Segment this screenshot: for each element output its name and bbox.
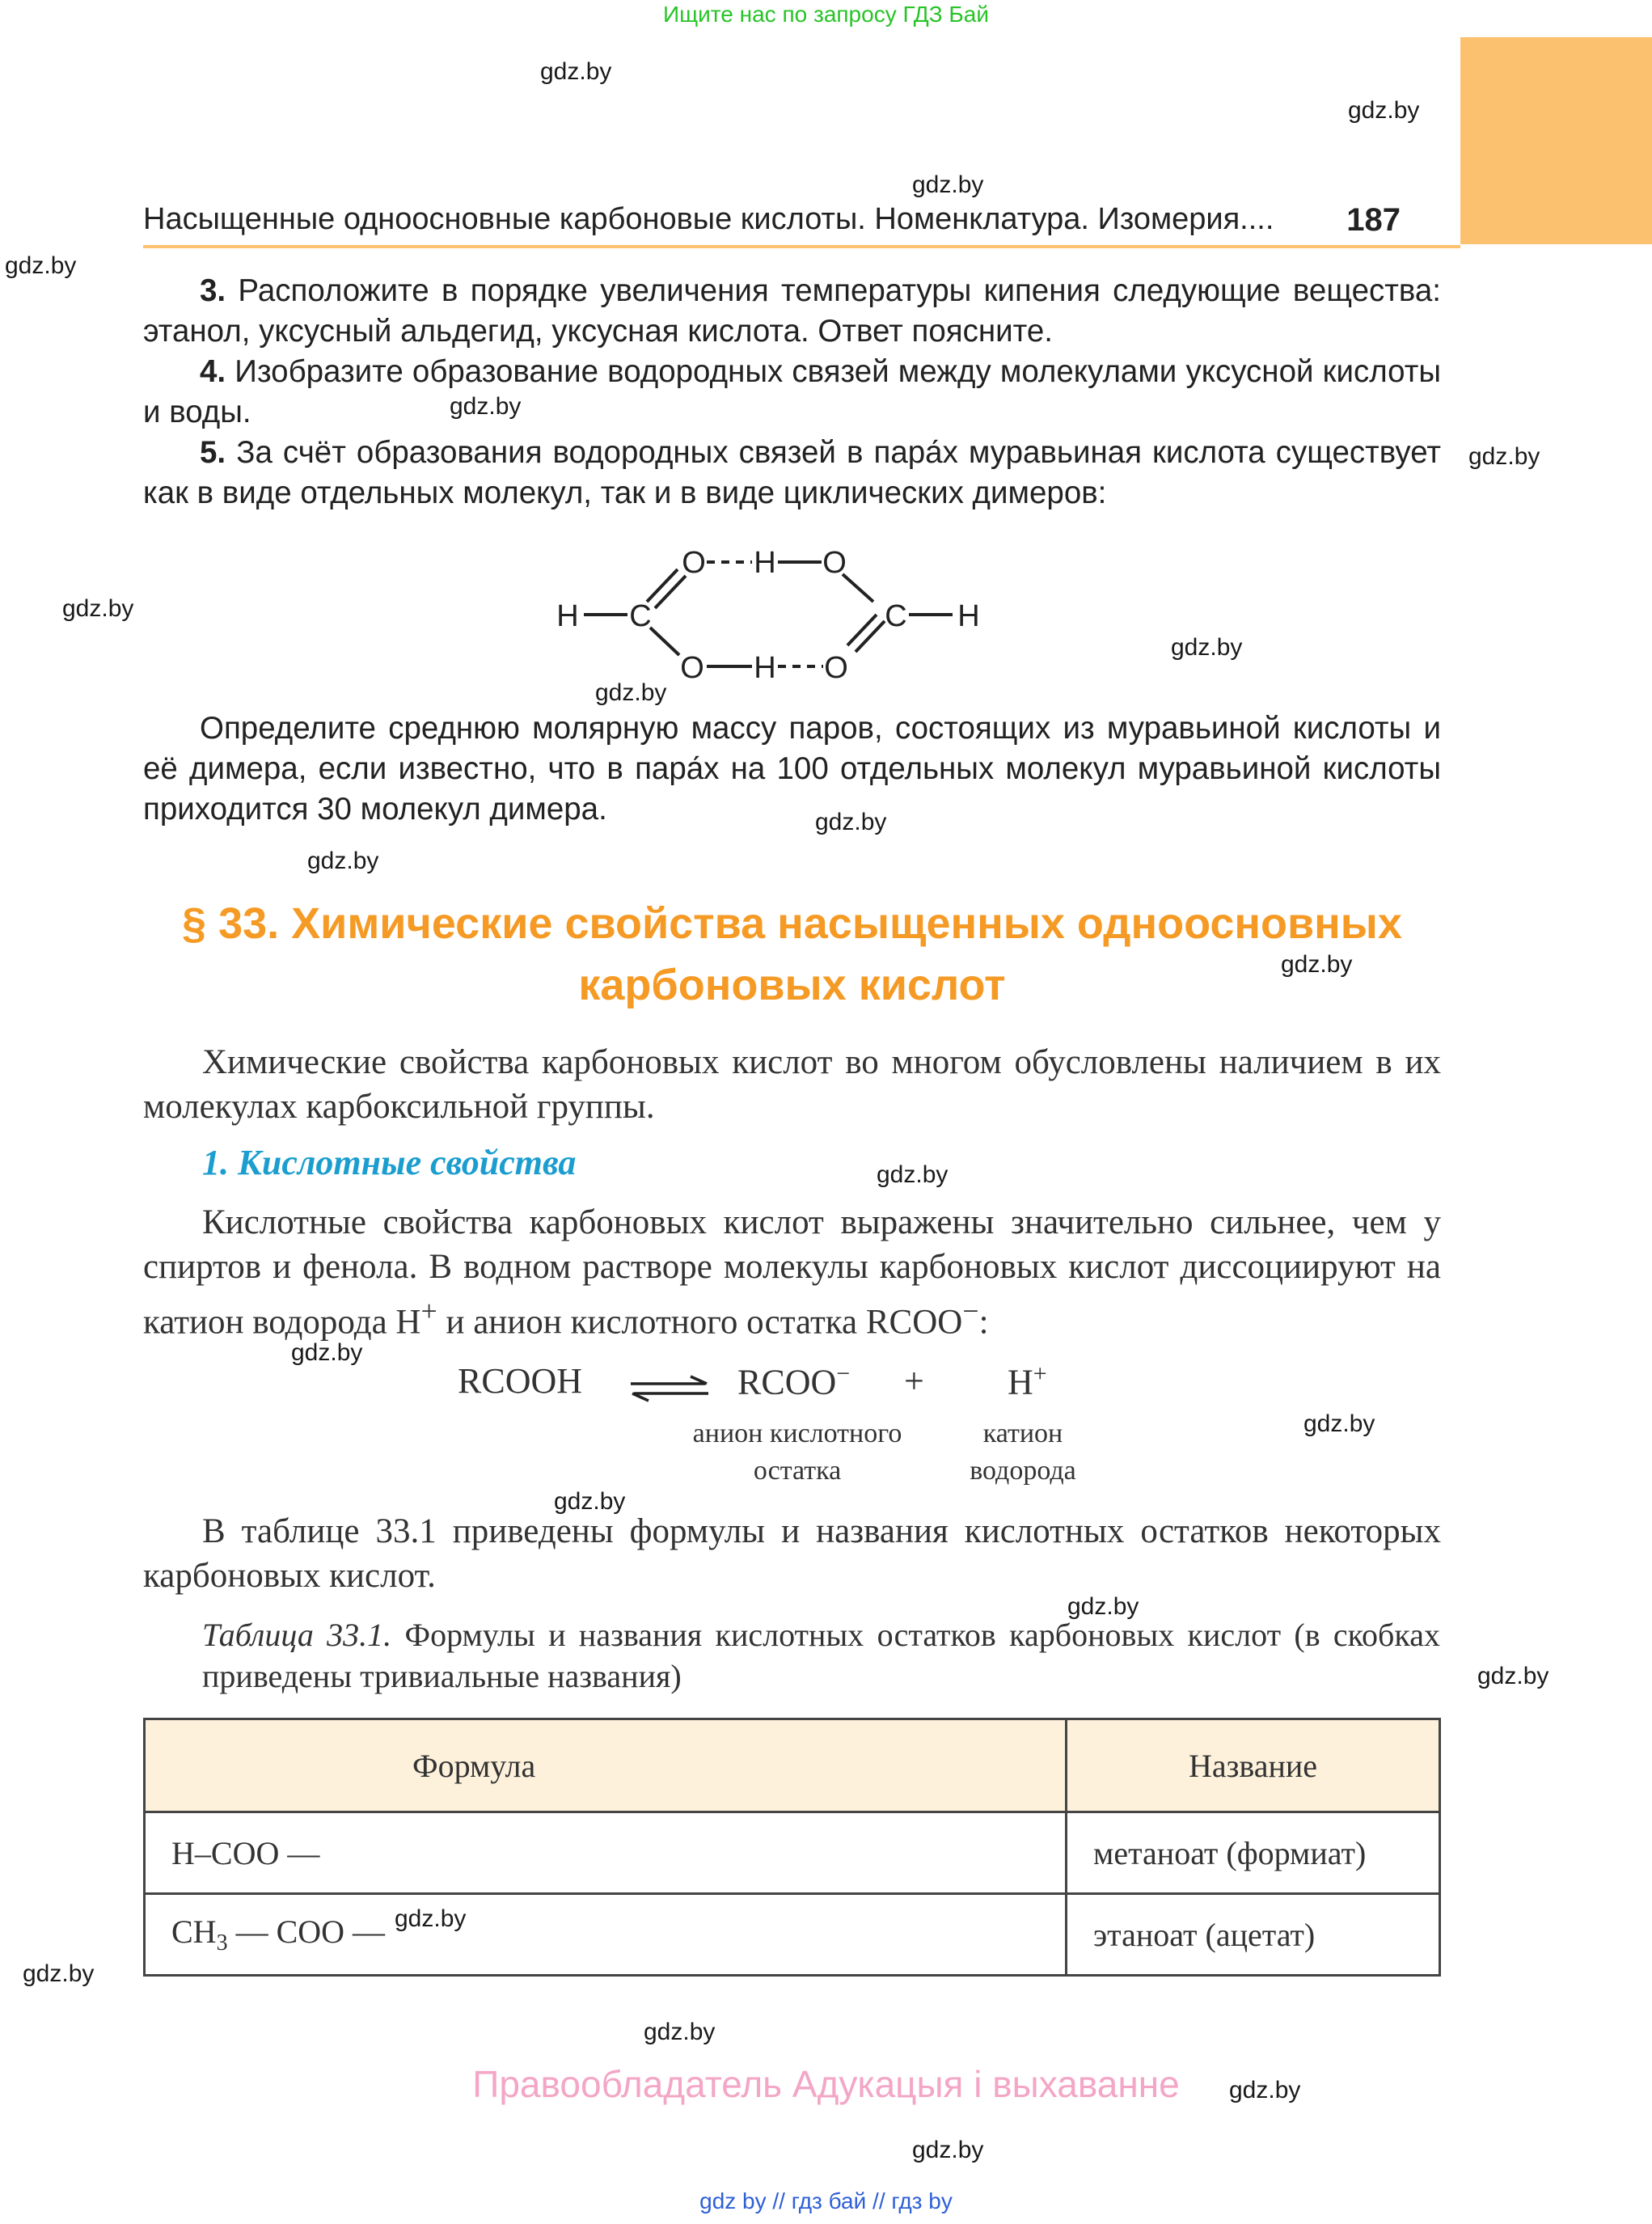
footer-links[interactable]: gdz by // гдз бай // гдз by [699,2188,953,2213]
watermark: gdz.by [5,252,77,279]
atom-label: O [680,651,704,685]
cation-charge: + [1033,1360,1047,1387]
table-intro-paragraph: В таблице 33.1 приведены формулы и названия кислотных остатков некоторых карбоновых кислот. [143,1512,1441,1595]
watermark: gdz.by [540,58,612,85]
chapter-tab [1460,37,1652,244]
formula-part: CH [171,1913,217,1950]
formula-cell [145,1894,1067,1976]
atom-label: O [824,651,848,685]
paragraph-text: и анион кислотного остатка RCOO [437,1303,963,1342]
task-number: 4. [200,354,226,389]
watermark: gdz.by [644,2019,716,2045]
watermark: gdz.by [1067,1593,1139,1620]
watermark: gdz.by [912,171,984,198]
watermark: gdz.by [291,1339,363,1366]
acid-properties-paragraph [143,1200,1441,1344]
atom-label: H [957,599,980,633]
task-number: 5. [200,435,226,470]
equilibrium-arrows-icon [627,1375,712,1402]
atom-label: C [885,599,907,633]
watermark: gdz.by [23,1960,95,1987]
task-text: Изобразите образование водородных связей между молекулами уксусной кислоты и воды. [143,354,1441,429]
section-title-line: карбоновых кислот [578,961,1006,1009]
watermark: gdz.by [912,2137,984,2163]
watermark: gdz.by [1229,2077,1301,2103]
column-header: Название [1067,1719,1440,1812]
watermark: gdz.by [554,1488,626,1515]
watermark: gdz.by [1171,634,1243,661]
section-title-line: § 33. Химические свойства насыщенных одноосновных [182,899,1402,948]
atom-label: H [754,651,776,685]
watermark: gdz.by [1468,443,1540,470]
formula-cell: H–COO — [145,1812,1067,1894]
watermark: gdz.by [1303,1410,1375,1437]
running-head [143,202,1401,243]
table-header-row [145,1719,1440,1812]
watermark: gdz.by [1348,97,1420,124]
copyright-notice: Правообладатель Адукацыя і выхаванне [472,2063,1180,2105]
subsection-heading: 1. Кислотные свойства [202,1143,577,1182]
paragraph-text: Кислотные свойства карбоновых кислот выражены значительно сильнее, чем у спиртов и фенола. В водном растворе молекулы карбоновых кислот диссоциируют на катион водорода H [143,1203,1441,1342]
watermark: gdz.by [1281,951,1353,978]
anion-label [660,1415,935,1490]
label-line: анион кислотного [692,1419,902,1448]
task-4 [143,352,1441,433]
watermark: gdz.by [62,595,134,622]
watermark: gdz.by [1477,1663,1549,1689]
section-intro: Химические свойства карбоновых кислот во многом обусловлены наличием в их молекулах карбоксильной группы. [143,1043,1441,1126]
label-line: катион [982,1419,1063,1448]
watermark: gdz.by [877,1161,949,1188]
acid-residues-table [143,1718,1441,1977]
column-header: Формула [145,1719,1067,1812]
table-row [145,1894,1440,1976]
cation-formula: H [1008,1362,1033,1402]
caption-text: Формулы и названия кислотных остатков карбоновых кислот (в скобках приведены тривиальные названия) [202,1617,1440,1694]
anion-charge: − [836,1360,851,1387]
task-5-question: Определите среднюю молярную массу паров, состоящих из муравьиной кислоты и её димера, если известно, что в пара́х на 100 отдельных молекул муравьиной кислоты приходится 30 молекул димера. [143,711,1441,827]
watermark: gdz.by [307,848,379,874]
anion-formula: RCOO [737,1362,837,1402]
task-3 [143,271,1441,352]
page-number: 187 [1346,202,1401,238]
header-rule [143,245,1460,248]
task-text: Расположите в порядке увеличения температуры кипения следующие вещества: этанол, уксусный альдегид, уксусная кислота. Ответ поясните. [143,273,1441,349]
caption-label: Таблица 33.1. [202,1617,392,1653]
table-caption [202,1614,1440,1697]
equation-plus: + [904,1361,924,1401]
superscript: − [962,1295,979,1327]
name-cell: этаноат (ацетат) [1067,1894,1440,1976]
equation-reactant: RCOOH [458,1361,583,1401]
watermark: gdz.by [450,393,522,420]
superscript: + [420,1295,437,1327]
running-title: Насыщенные одноосновные карбоновые кислоты. Номенклатура. Изомерия.... [143,202,1274,236]
formula-subscript: 3 [216,1930,228,1956]
watermark: gdz.by [395,1905,467,1932]
label-line: водорода [970,1456,1076,1486]
atom-label: O [682,546,706,580]
name-cell: метаноат (формиат) [1067,1812,1440,1894]
formic-acid-dimer-diagram [550,534,987,696]
watermark: gdz.by [595,679,667,706]
table-row [145,1812,1440,1894]
section-title [143,893,1441,1016]
task-5 [143,433,1441,514]
task-text: За счёт образования водородных связей в пара́х муравьиная кислота существует как в виде отдельных молекул, так и в виде циклических димеров: [143,435,1442,510]
equation-cation [1008,1360,1047,1403]
atom-label: O [822,546,847,580]
formula-part: — COO — [227,1913,386,1950]
task-number: 3. [200,273,226,308]
atom-label: H [754,546,776,580]
label-line: остатка [753,1456,842,1486]
atom-label: H [556,599,579,633]
top-banner: Ищите нас по запросу ГДЗ Бай [662,2,990,27]
atom-label: C [629,599,652,633]
equation-anion [737,1360,850,1403]
paragraph-text: : [978,1303,989,1342]
watermark: gdz.by [815,809,887,835]
cation-label [930,1415,1116,1490]
